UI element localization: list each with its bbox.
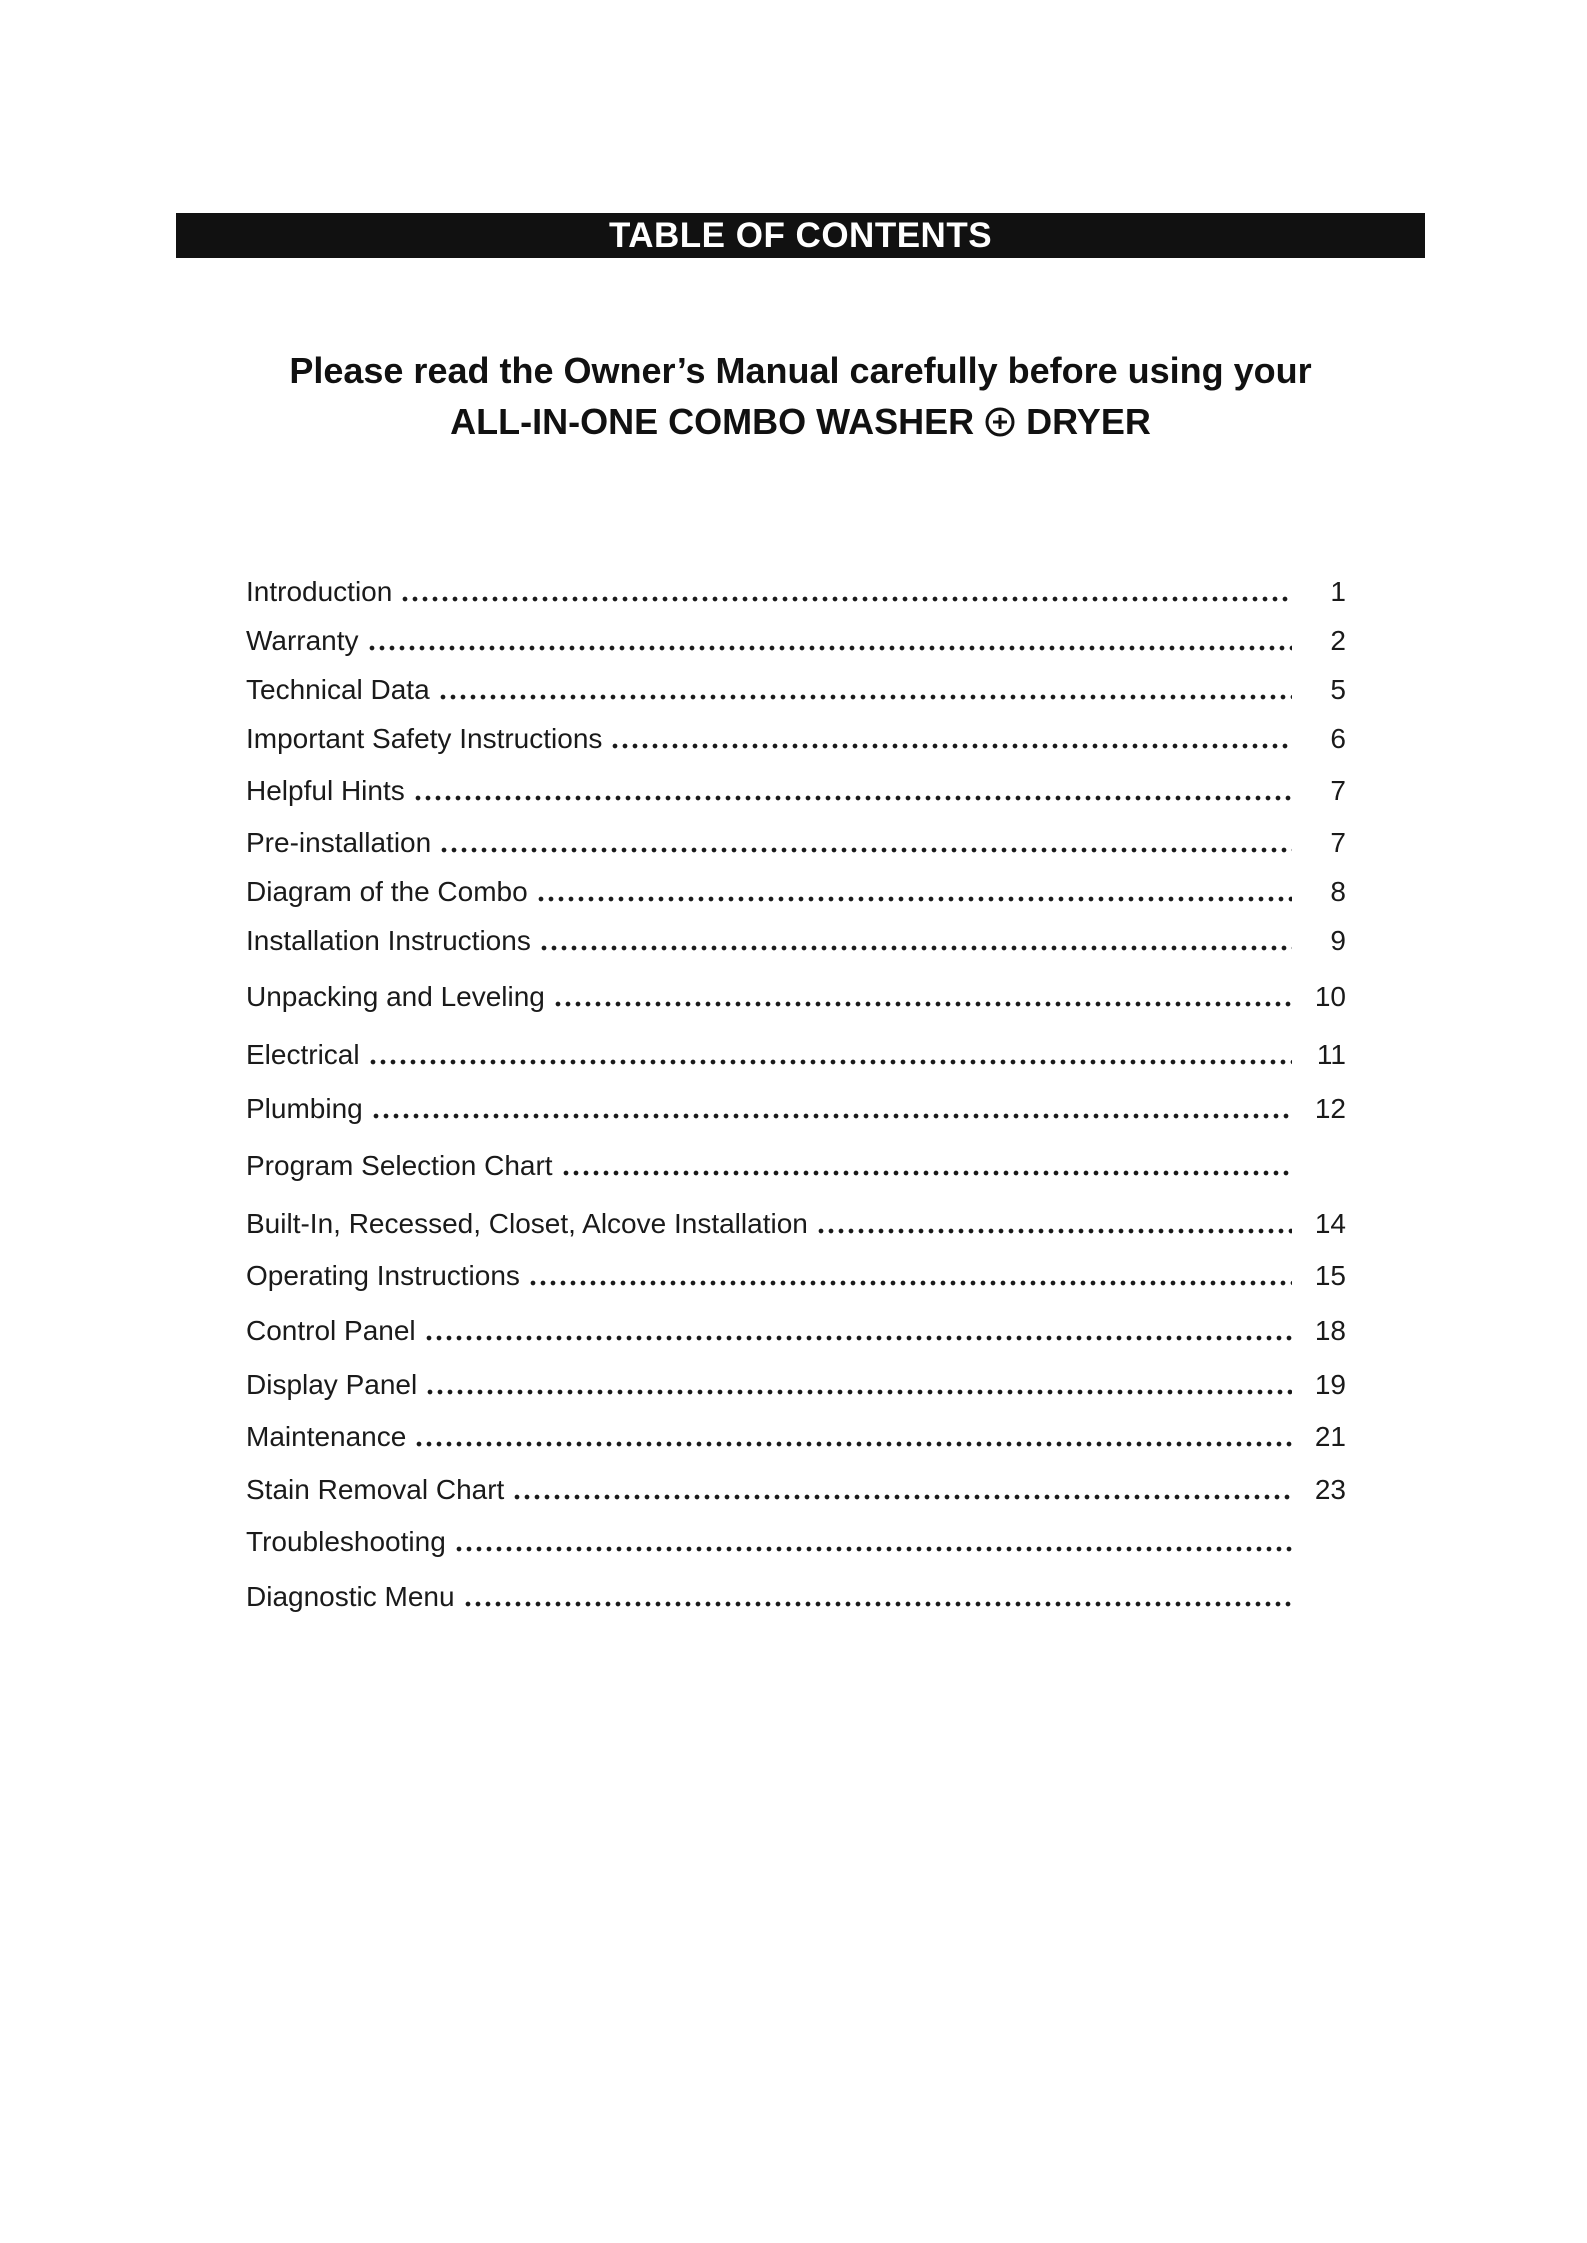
- toc-dot-leader: [610, 743, 1292, 749]
- toc-entry-page: 2: [1330, 625, 1346, 656]
- toc-dot-leader: [816, 1228, 1292, 1234]
- toc-entry-page: 23: [1314, 1474, 1346, 1505]
- page-title: TABLE OF CONTENTS: [608, 215, 993, 255]
- toc-entry-title: Installation Instructions: [246, 925, 531, 956]
- toc-entry: [246, 1200, 1346, 1240]
- toc-entry-title: Program Selection Chart: [246, 1150, 553, 1181]
- toc-entry-title: Display Panel: [246, 1369, 418, 1400]
- toc-entry-title: Pre-installation: [246, 827, 432, 858]
- toc-entry-title: Technical Data: [246, 674, 430, 705]
- toc-entry-title: Warranty: [246, 625, 359, 656]
- toc-dot-leader: [536, 896, 1292, 902]
- toc-entry: [246, 617, 1346, 657]
- toc-entry-title: Diagram of the Combo: [246, 876, 528, 907]
- intro-line-1: Please read the Owner’s Manual carefully before using your: [289, 350, 1312, 391]
- toc-entry-page: 11: [1316, 1039, 1346, 1070]
- toc-entry: [246, 973, 1346, 1013]
- toc-dot-leader: [512, 1494, 1292, 1500]
- toc-entry: [246, 1307, 1346, 1347]
- toc-entry-page: 21: [1314, 1421, 1346, 1452]
- toc-entry-title: Control Panel: [246, 1315, 416, 1346]
- toc-entry-title: Troubleshooting: [246, 1526, 446, 1557]
- toc-entry: [246, 1466, 1346, 1506]
- toc-entry: [246, 868, 1346, 908]
- toc-entry: [246, 568, 1346, 608]
- toc-entry: [246, 1142, 1346, 1182]
- toc-dot-leader: [463, 1601, 1292, 1607]
- toc-entry: [246, 819, 1346, 859]
- toc-dot-leader: [454, 1546, 1292, 1552]
- toc-dot-leader: [438, 694, 1292, 700]
- toc-entry-page: 9: [1330, 925, 1346, 956]
- toc-entry-page: 1: [1330, 576, 1346, 607]
- toc-entry-page: 5: [1330, 674, 1346, 705]
- toc-dot-leader: [539, 945, 1292, 951]
- toc-entry-page: 10: [1314, 981, 1346, 1012]
- toc-entry-page: 7: [1330, 827, 1346, 858]
- toc-entry: [246, 1252, 1346, 1292]
- toc-entry: [246, 1031, 1346, 1071]
- toc-entry-page: 8: [1330, 876, 1346, 907]
- toc-entry: [246, 1085, 1346, 1125]
- toc-entry-title: Helpful Hints: [246, 775, 405, 806]
- toc-entry-title: Stain Removal Chart: [246, 1474, 505, 1505]
- toc-entry: [246, 917, 1346, 957]
- toc-entry: [246, 1573, 1346, 1613]
- toc-entry-title: Plumbing: [246, 1093, 363, 1124]
- toc-entry: [246, 715, 1346, 755]
- toc-entry-title: Maintenance: [246, 1421, 407, 1452]
- toc-entry: [246, 1413, 1346, 1453]
- toc-entry-page: 12: [1314, 1093, 1346, 1124]
- toc-entry: [246, 1518, 1346, 1558]
- toc-dot-leader: [561, 1170, 1292, 1176]
- toc-dot-leader: [553, 1001, 1292, 1007]
- toc-dot-leader: [425, 1389, 1292, 1395]
- toc-dot-leader: [414, 1441, 1292, 1447]
- toc-dot-leader: [413, 795, 1292, 801]
- toc-entry: [246, 767, 1346, 807]
- toc-entry-title: Electrical: [246, 1039, 360, 1070]
- toc-entry-title: Diagnostic Menu: [246, 1581, 455, 1612]
- toc-entry: [246, 1361, 1346, 1401]
- toc-dot-leader: [439, 847, 1292, 853]
- toc-entry-title: Important Safety Instructions: [246, 723, 603, 754]
- toc-entry-title: Unpacking and Leveling: [246, 981, 545, 1012]
- toc-dot-leader: [371, 1113, 1292, 1119]
- toc-entry-title: Operating Instructions: [246, 1260, 520, 1291]
- toc-dot-leader: [400, 596, 1292, 602]
- toc-entry-page: 18: [1314, 1315, 1346, 1346]
- toc-dot-leader: [368, 1059, 1292, 1065]
- toc-entry-page: 6: [1330, 723, 1346, 754]
- toc-dot-leader: [528, 1280, 1292, 1286]
- toc-entry-title: Built-In, Recessed, Closet, Alcove Installation: [246, 1208, 808, 1239]
- toc-entry-title: Introduction: [246, 576, 393, 607]
- toc-entry: [246, 666, 1346, 706]
- toc-dot-leader: [424, 1335, 1292, 1341]
- toc-dot-leader: [367, 645, 1292, 651]
- toc-entry-page: 7: [1330, 775, 1346, 806]
- intro-product-name: ALL-IN-ONE COMBO WASHER: [450, 401, 975, 442]
- toc-entry-page: 14: [1314, 1208, 1346, 1239]
- intro-product-type: DRYER: [1026, 401, 1151, 442]
- toc-entry-page: 15: [1314, 1260, 1346, 1291]
- toc-entry-page: 19: [1314, 1369, 1346, 1400]
